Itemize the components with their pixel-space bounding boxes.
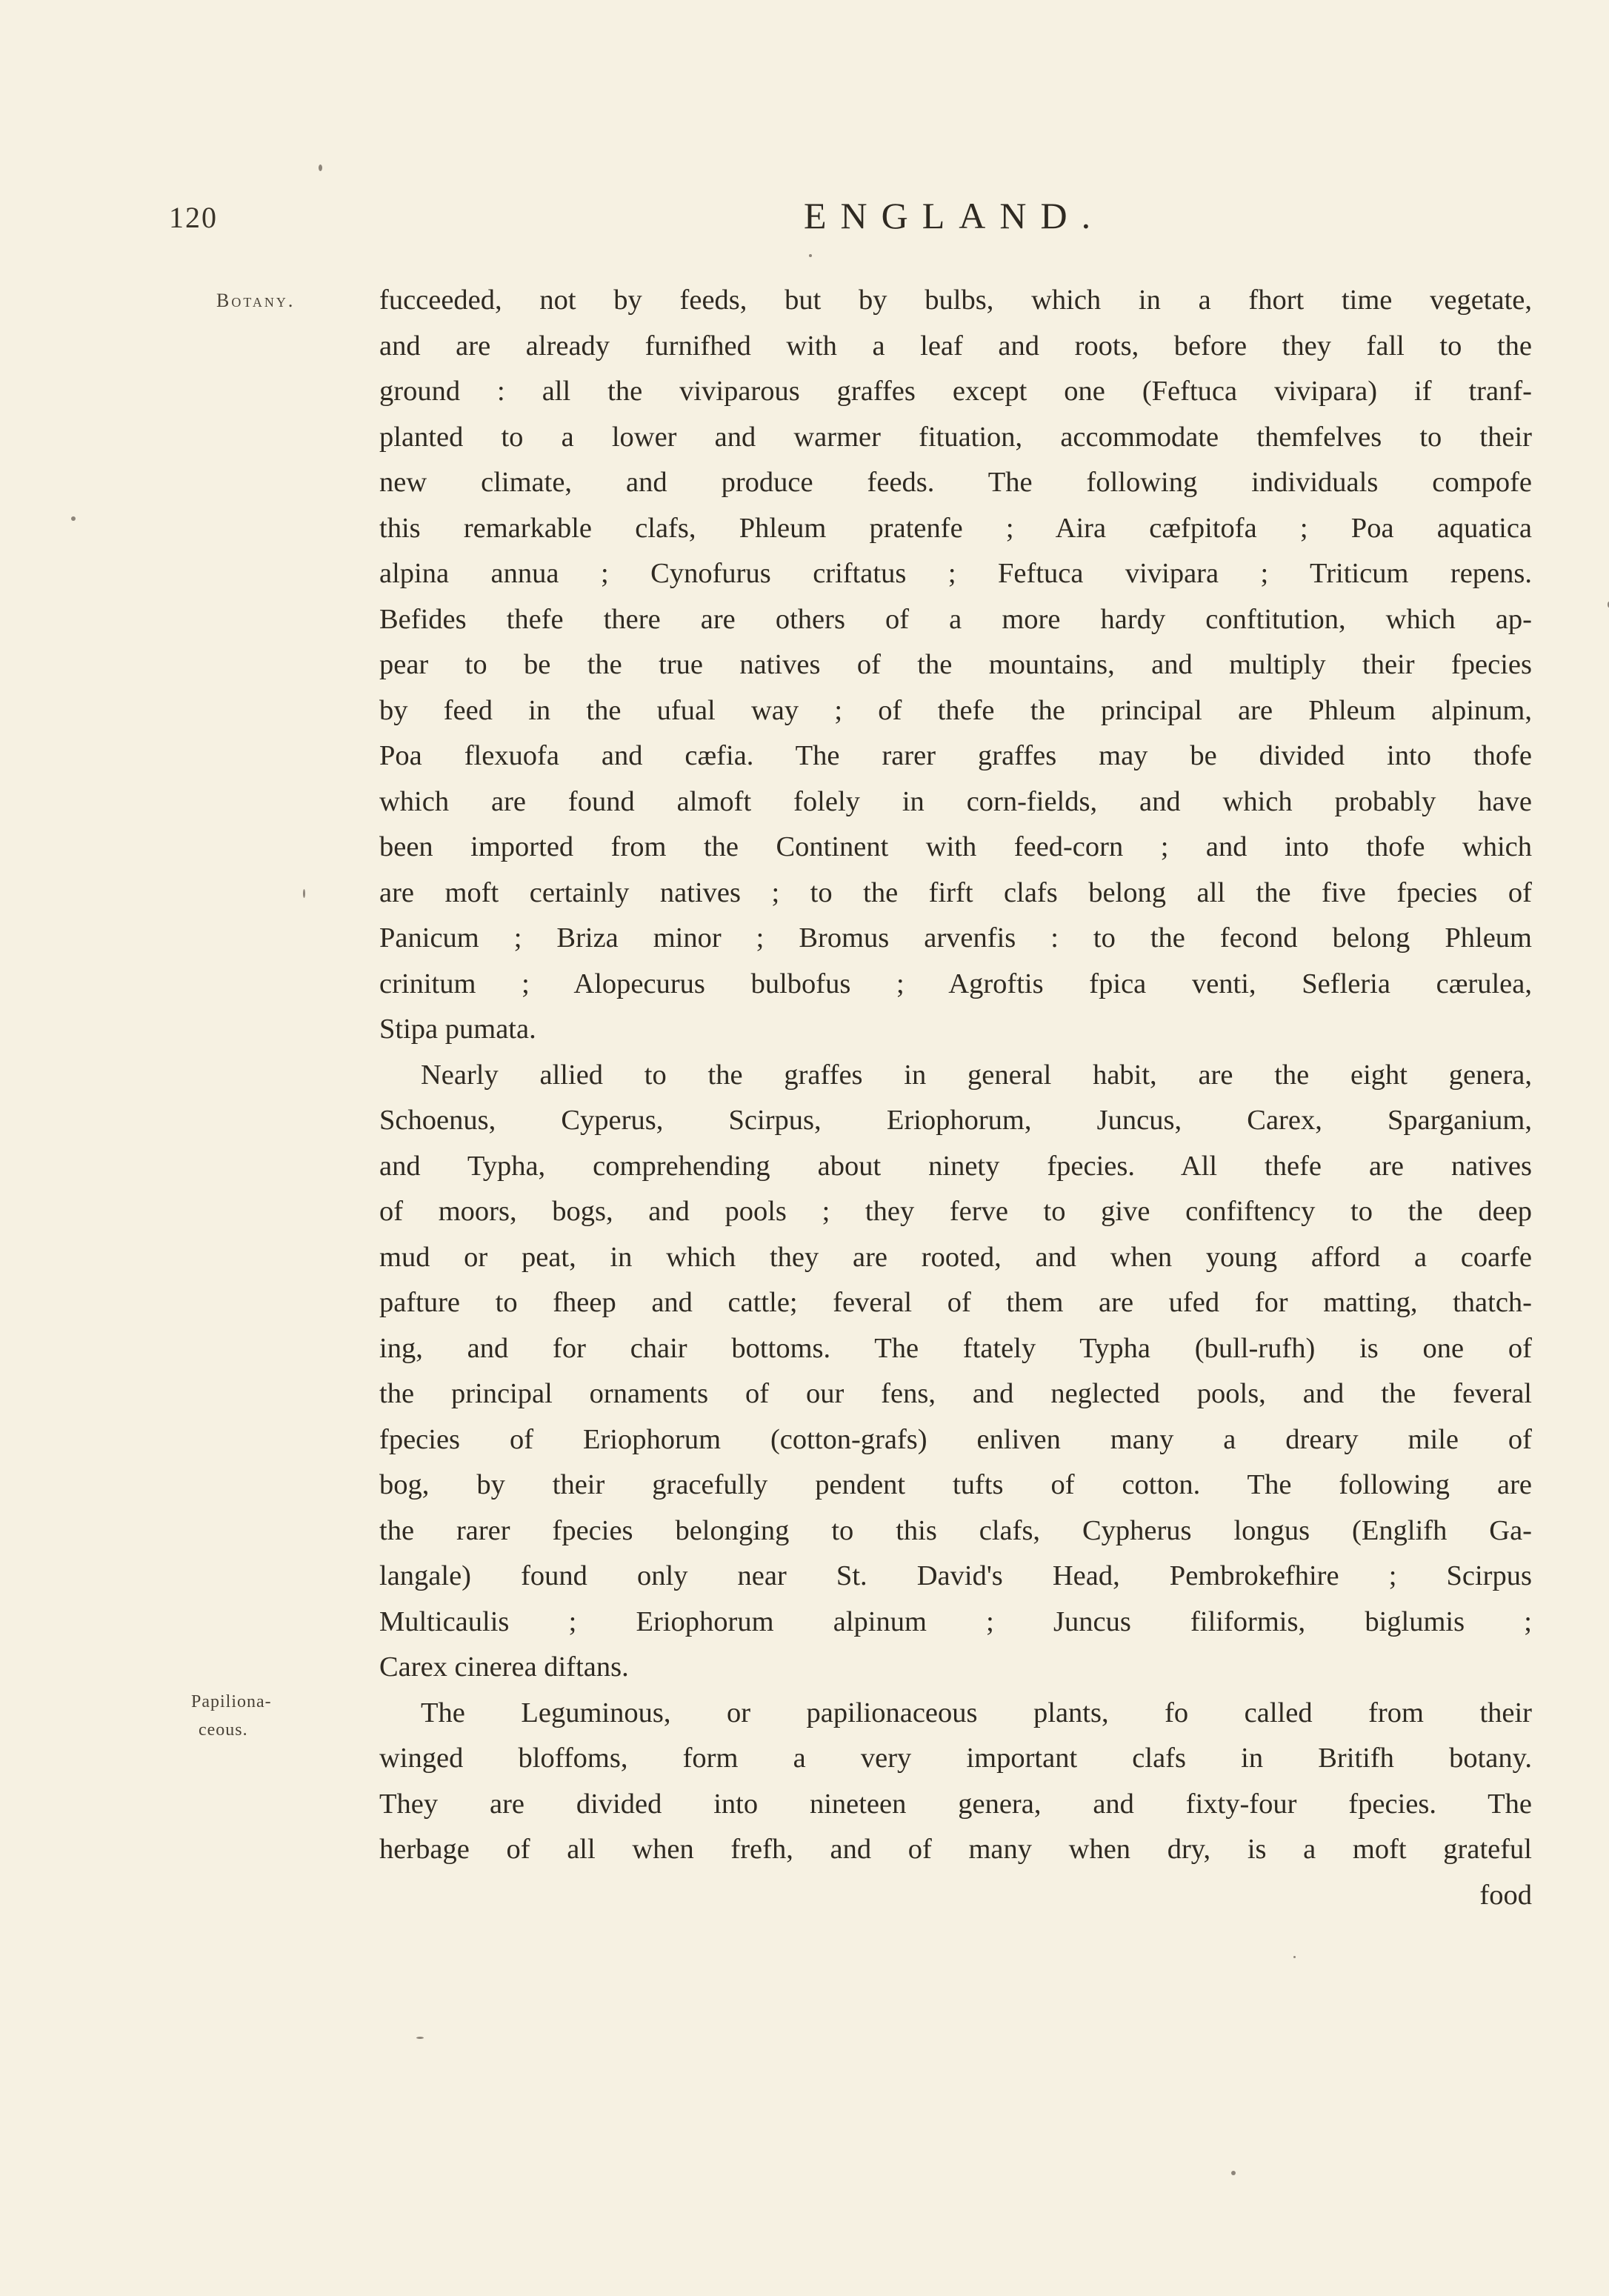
text-line: and are already furnifhed with a leaf and roots, before they fall to the [379,330,1532,362]
text-line: of moors, bogs, and pools ; they ferve to give confiftency to the deep [379,1196,1532,1227]
paper-speck [416,2037,424,2039]
text-line: new climate, and produce feeds. The following individuals compofe [379,467,1532,498]
running-head: ENGLAND. [804,195,1105,236]
text-line: mud or peat, in which they are rooted, and when young afford a coarfe [379,1241,1532,1273]
text-line: this remarkable clafs, Phleum pratenfe ; Aira cæfpitofa ; Poa aquatica [379,512,1532,544]
paper-speck [319,164,322,171]
text-line: winged bloffoms, form a very important clafs in Britifh botany. [379,1743,1532,1774]
text-line: crinitum ; Alopecurus bulbofus ; Agroftis fpica venti, Sefleria cærulea, [379,968,1532,999]
text-line: langale) found only near St. David's Head, Pembrokefhire ; Scirpus [379,1560,1532,1591]
paper-speck [303,889,305,898]
text-line: herbage of all when frefh, and of many when dry, is a moft grateful [379,1834,1532,1865]
catchword: food [1479,1879,1532,1911]
paper-speck [1231,2171,1236,2175]
text-line: They are divided into nineteen genera, and fixty-four fpecies. The [379,1788,1532,1820]
text-line: Befides thefe there are others of a more hardy conftitution, which ap- [379,603,1532,635]
sidenote-botany: Botany. [216,290,296,311]
text-line: are moft certainly natives ; to the firft clafs belong all the five fpecies of [379,876,1532,908]
text-line: ground : all the viviparous graffes except one (Feftuca vivipara) if tranf- [379,376,1532,407]
page-number: 120 [169,201,218,234]
text-line: the rarer fpecies belonging to this clafs, Cypherus longus (Englifh Ga- [379,1514,1532,1546]
text-line: pear to be the true natives of the mountains, and multiply their fpecies [379,649,1532,680]
sidenote-papilionaceous-line-2: ceous. [199,1720,248,1740]
sidenote-papilionaceous [191,1688,272,1744]
paper-speck [71,516,76,521]
text-line: Schoenus, Cyperus, Scirpus, Eriophorum, Juncus, Carex, Sparganium, [379,1105,1532,1136]
text-line: pafture to fheep and cattle; feveral of them are ufed for matting, thatch- [379,1287,1532,1318]
text-line: which are found almoft folely in corn-fields, and which probably have [379,785,1532,817]
text-line: alpina annua ; Cynofurus criftatus ; Feftuca vivipara ; Triticum repens. [379,558,1532,589]
text-line: the principal ornaments of our fens, and neglected pools, and the feveral [379,1378,1532,1409]
text-line: Stipa pumata. [379,1014,536,1045]
text-line: fucceeded, not by feeds, but by bulbs, which in a fhort time vegetate, [379,284,1532,316]
text-line: by feed in the ufual way ; of thefe the principal are Phleum alpinum, [379,694,1532,726]
text-line: ing, and for chair bottoms. The ftately Typha (bull-rufh) is one of [379,1332,1532,1364]
text-line: fpecies of Eriophorum (cotton-grafs) enliven many a dreary mile of [379,1423,1532,1455]
paper-speck [809,254,812,257]
text-line: Nearly allied to the graffes in general habit, are the eight genera, [421,1059,1532,1091]
text-line: bog, by their gracefully pendent tufts of cotton. The following are [379,1469,1532,1500]
text-line: and Typha, comprehending about ninety fpecies. All thefe are natives [379,1150,1532,1182]
paper-speck [1293,1956,1296,1958]
text-line: Panicum ; Briza minor ; Bromus arvenfis : to the fecond belong Phleum [379,922,1532,954]
text-line: been imported from the Continent with feed-corn ; and into thofe which [379,831,1532,862]
text-line: Poa flexuofa and cæfia. The rarer graffes may be divided into thofe [379,740,1532,771]
sidenote-papilionaceous-line-1: Papiliona- [191,1692,272,1711]
text-line: The Leguminous, or papilionaceous plants, fo called from their [421,1697,1532,1728]
body-text [379,278,1532,1918]
text-line: planted to a lower and warmer fituation, accommodate themfelves to their [379,421,1532,453]
text-line: Carex cinerea diftans. [379,1651,629,1683]
text-line: Multicaulis ; Eriophorum alpinum ; Juncus filiformis, biglumis ; [379,1605,1532,1637]
